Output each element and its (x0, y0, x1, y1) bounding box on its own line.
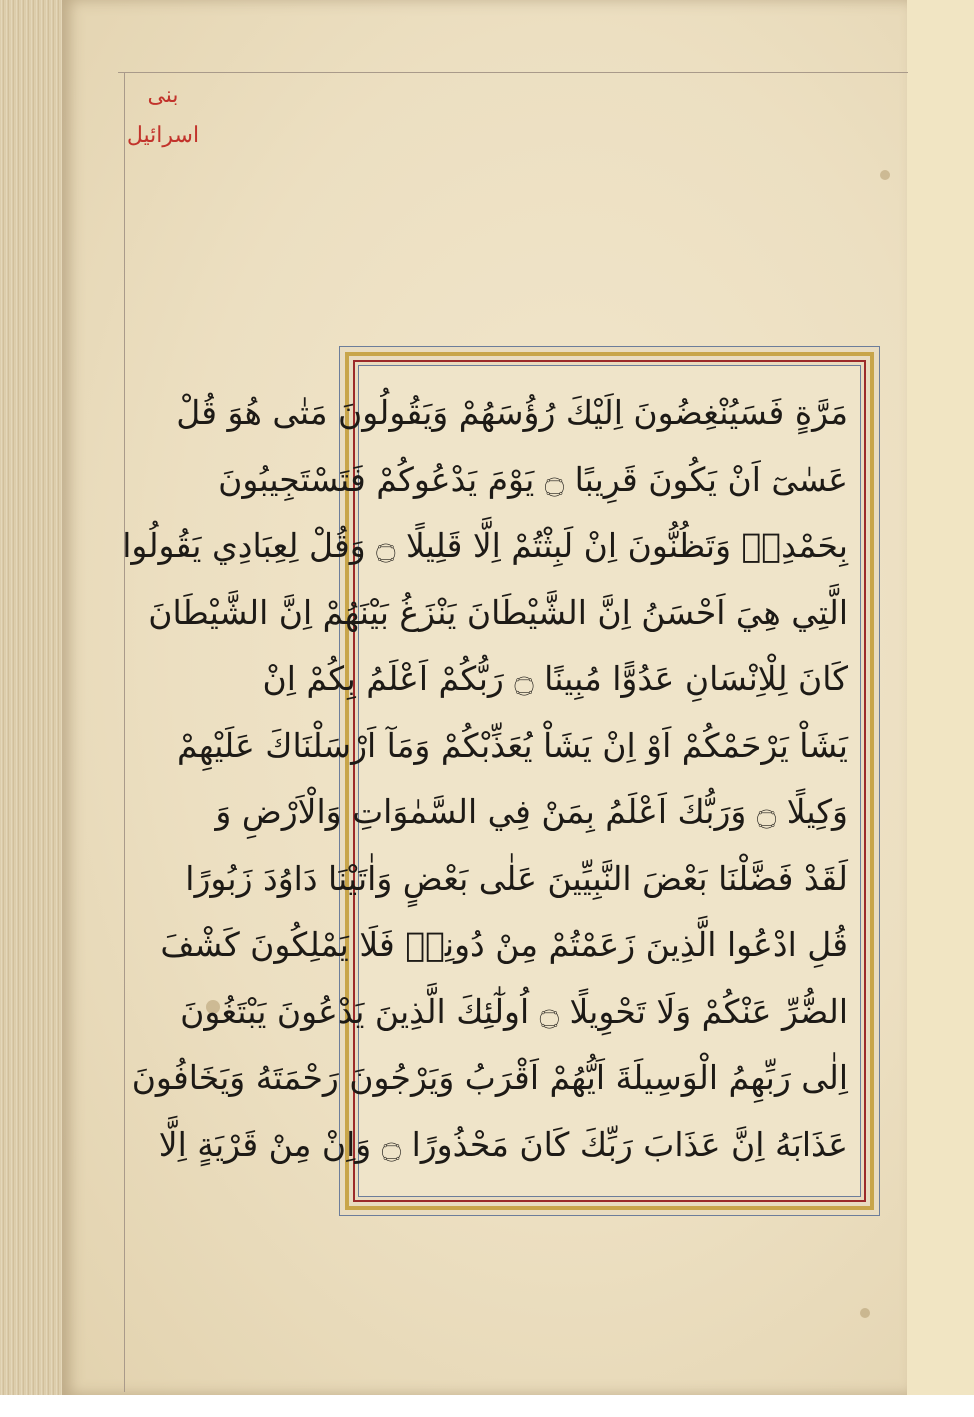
text-line: عَسٰىٓ اَنْ يَكُونَ قَرِيبًا ۝ يَوْمَ يَدْعُوكُمْ فَتَسْتَجِيبُونَ (218, 459, 848, 499)
text-block (122, 365, 861, 1197)
text-line: عَذَابَهُ اِنَّ عَذَابَ رَبِّكَ كَانَ مَحْذُورًا ۝ وَاِنْ مِنْ قَرْيَةٍ اِلَّا (158, 1124, 848, 1164)
frame-gold-border (122, 352, 874, 1210)
text-line: كَانَ لِلْاِنْسَانِ عَدُوًّا مُبِينًا ۝ رَبُّكُمْ اَعْلَمُ بِكُمْ اِنْ (262, 659, 848, 698)
margin-rule-horizontal (118, 72, 908, 73)
text-line: يَشَاْ يَرْحَمْكُمْ اَوْ اِنْ يَشَاْ يُعَذِّبْكُمْ وَمَآ اَرْسَلْنَاكَ عَلَيْهِمْ (177, 725, 848, 765)
text-panel-frame (122, 346, 880, 1216)
text-line: بِحَمْدِهٖ وَتَظُنُّونَ اِنْ لَبِثْتُمْ اِلَّا قَلِيلًا ۝ وَقُلْ لِعِبَادِي يَقُولُوا (122, 526, 848, 565)
text-line: قُلِ ادْعُوا الَّذِينَ زَعَمْتُمْ مِنْ دُونِهٖ فَلَا يَمْلِكُونَ كَشْفَ (160, 925, 848, 964)
calligraphy-lines (122, 380, 848, 1178)
text-line: الضُّرِّ عَنْكُمْ وَلَا تَحْوِيلًا ۝ اُولٰٓئِكَ الَّذِينَ يَدْعُونَ يَبْتَغُونَ (180, 991, 848, 1031)
text-line: لَقَدْ فَضَّلْنَا بَعْضَ النَّبِيِّينَ عَلٰى بَعْضٍ وَاٰتَيْنَا دَاوُدَ زَبُورًا (185, 858, 848, 898)
text-line: وَكِيلًا ۝ وَرَبُّكَ اَعْلَمُ بِمَنْ فِي السَّمٰوَاتِ وَالْاَرْضِ وَ (215, 792, 848, 831)
paper-stain (880, 170, 890, 180)
adjacent-page-strip (907, 0, 974, 1395)
margin-rule-vertical (124, 72, 125, 1392)
text-line: اِلٰى رَبِّهِمُ الْوَسِيلَةَ اَيُّهُمْ اَقْرَبُ وَيَرْجُونَ رَحْمَتَهُ وَيَخَافُونَ (131, 1058, 848, 1097)
text-line: مَرَّةٍ فَسَيُنْغِضُونَ اِلَيْكَ رُؤُسَهُمْ وَيَقُولُونَ مَتٰى هُوَ قُلْ (176, 393, 848, 432)
sura-running-heading: بنی اسرائیل (126, 83, 200, 148)
paper-stain (860, 1308, 870, 1318)
bottom-border (0, 1395, 974, 1417)
frame-red-border (122, 360, 866, 1202)
text-line: الَّتِي هِيَ اَحْسَنُ اِنَّ الشَّيْطَانَ يَنْزَغُ بَيْنَهُمْ اِنَّ الشَّيْطَانَ (148, 592, 848, 632)
